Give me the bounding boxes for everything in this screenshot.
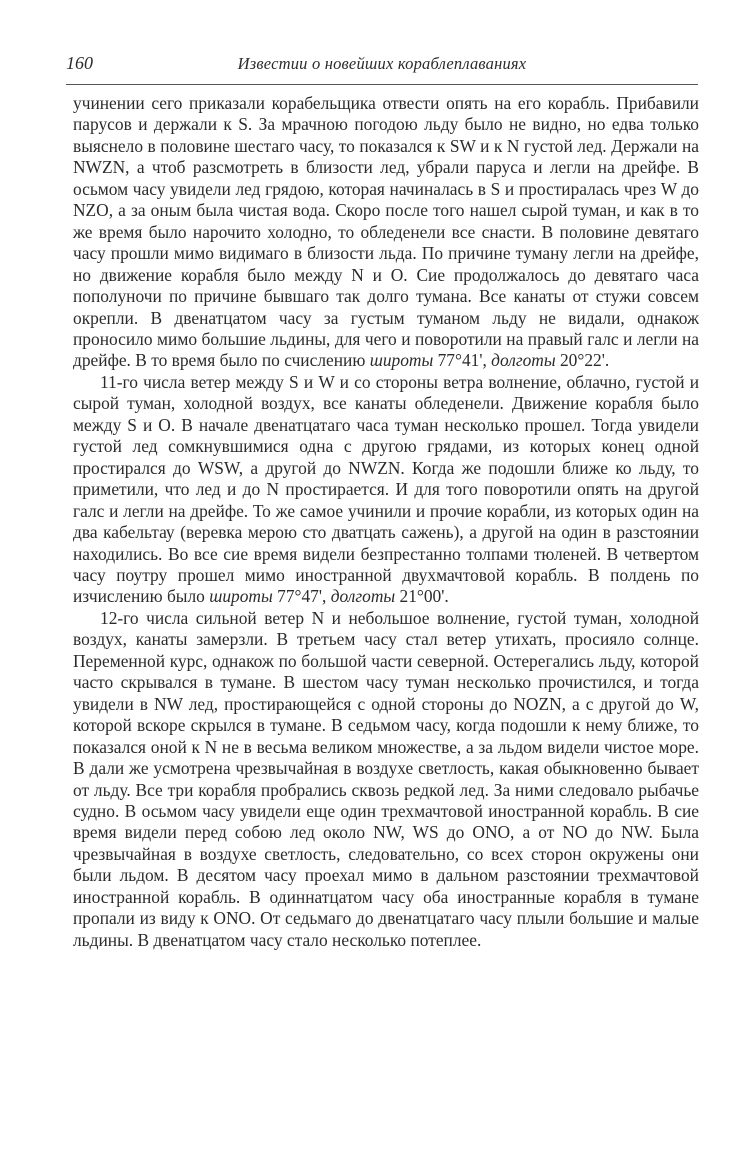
paragraph [73,372,699,608]
text-segment: 12-го числа сильной ветер N и небольшое волнение, густой туман, холодной воздух, канаты замерзли. В третьем часу стал ветер утихать, просияло солнце. Переменной курс, однакож по большой части северной. Остерегались льду, которой часто скрывался в тумане. В шестом часу туман несколько прочистился, и тогда увидели в NW лед, простирающейся с одной стороны до NOZN, а с другой до W, которой вскоре скрылся в тумане. В седьмом часу, когда подошли к нему ближе, то показался оной к N не в весьма великом множестве, а за льдом видели чистое море. В дали же усмотрена чрезвычайная в воздухе светлость, какая обыкновенно бывает от льду. Все три корабля пробрались сквозь редкой лед. За ними следовало рыбачье судно. В осьмом часу увидели еще один трехмачтовой иностранной корабль. В сие время видели перед собою лед около NW, WS до ONO, а от NO до NW. Была чрезвычайная в воздухе светлость, следовательно, со всех сторон окружены они были льдом. В десятом часу проехал мимо в дальном разстоянии трехмачтовой иностранной корабль. В одиннатцатом часу оба иностранные корабля в тумане пропали из виду к ONO. От седьмаго до двенатцатаго часу плыли большие и малые льдины. В двенатцатом часу стало несколько потеплее. [73,607,699,950]
page-header [66,50,698,85]
running-title: Известии о новейших кораблеплаваниях [237,54,527,73]
italic-term: широты [209,586,273,607]
italic-term: долготы [491,350,556,371]
italic-term: широты [369,350,434,371]
body-text [73,93,699,951]
text-segment: 21°00'. [395,586,449,607]
italic-term: долготы [330,586,396,607]
paragraph [73,608,699,951]
page-number: 160 [66,53,93,73]
paragraph [73,93,699,372]
text-segment: 20°22'. [555,350,610,371]
text-segment: учинении сего приказали корабельщика отвести опять на его корабль. Прибавили парусов и держали к S. За мрачною погодою льду было не видно, но едва только выяснело в половине шестаго часу, то показался к SW и к N густой лед. Держали на NWZN, а чтоб разсмотреть в близости лед, убрали паруса и легли на дрейфе. В осьмом часу увидели лед грядою, которая начиналась в S и простиралась чрез W до NZO, а за оным была чистая вода. Скоро после того нашел сырой туман, и как в то же время было нарочито холодно, то обледенели все снасти. В половине девятаго часу прошли мимо видимаго в близости льда. По причине туману легли на дрейфе, но движение корабля было между N и О. Сие продолжалось до девятаго часа пополуночи по причине бывшаго так долго тумана. Все канаты от стужи совсем окрепли. В двенатцатом часу за густым туманом льду не видали, однакож проносило мимо большие льдины, для чего и поворотили на правый галс и легли на дрейфе. В то время было по счислению [73,93,699,371]
text-segment: 77°47', [272,586,331,607]
text-segment: 77°41', [433,350,492,371]
text-segment: 11-го числа ветер между S и W и со стороны ветра волнение, облачно, густой и сырой туман, холодной воздух, все канаты обледенели. Движение корабля было между S и О. В начале двенатцатаго часа туман несколько прошел. Тогда увидели густой лед сомкнувшимися одна с другою грядами, из которых конец одной простирался до WSW, а другой до NWZN. Когда же подошли ближе ко льду, то приметили, что лед и до N простирается. И для того поворотили опять на другой галс и легли на дрейфе. То же самое учинили и прочие корабли, из которых один на два кабельтау (веревка мерою сто дватцать сажень), а другой на один в разстоянии находились. Во все сие время видели безпрестанно толпами тюленей. В четвертом часу поутру прошел мимо иностранной двухмачтовой корабль. В полдень по изчислению было [73,371,699,607]
